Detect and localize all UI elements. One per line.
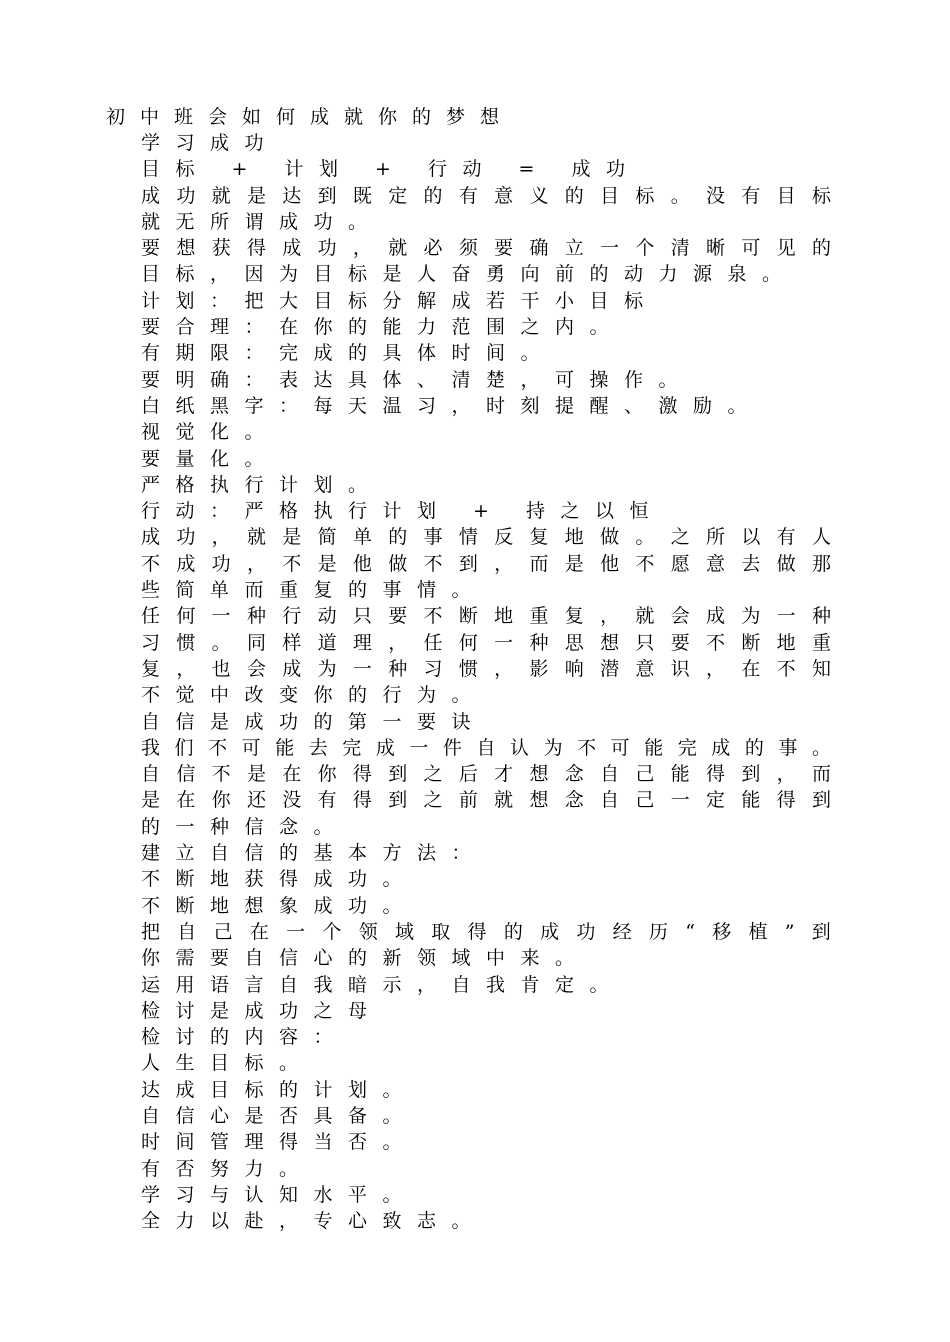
text-line: 要合理：在你的能力范围之内。 (141, 316, 625, 339)
text-line: 运用语言自我暗示，自我肯定。 (141, 973, 625, 996)
text-line: 计划：把大目标分解成若干小目标 (141, 289, 659, 312)
text-line: 严格执行计划。 (141, 473, 383, 496)
text-line: 自信心是否具备。 (141, 1104, 418, 1127)
text-line: 些简单而重复的事情。 (141, 579, 487, 602)
text-line: 成 功 就 是 达 到 既 定 的 有 意 义 的 目 标 。 没 有 目 标 (141, 184, 831, 207)
document-body (141, 130, 841, 1234)
text-line: 的一种信念。 (141, 815, 349, 838)
text-line: 是 在 你 还 没 有 得 到 之 前 就 想 念 自 己 一 定 能 得 到 (141, 789, 831, 812)
text-line: 任 何 一 种 行 动 只 要 不 断 地 重 复 ， 就 会 成 为 一 种 (141, 605, 831, 628)
text-line: 成 功 ， 就 是 简 单 的 事 情 反 复 地 做 。 之 所 以 有 人 (141, 526, 831, 549)
text-line: 检讨的内容： (141, 1026, 349, 1049)
text-line: 不断地获得成功。 (141, 868, 418, 891)
text-line: 时间管理得当否。 (141, 1131, 418, 1154)
text-line: 要明确：表达具体、清楚，可操作。 (141, 368, 694, 391)
text-line: 检讨是成功之母 (141, 999, 383, 1022)
text-line: 自 信 不 是 在 你 得 到 之 后 才 想 念 自 己 能 得 到 ， 而 (141, 763, 831, 786)
text-line: 就无所谓成功。 (141, 210, 383, 233)
text-line: 自信是成功的第一要诀 (141, 710, 487, 733)
text-line: 学习与认知水平。 (141, 1183, 418, 1206)
text-line: 行动：严格执行计划 + 持之以恒 (141, 500, 664, 523)
text-line: 不觉中改变你的行为。 (141, 684, 487, 707)
text-line: 人生目标。 (141, 1052, 314, 1075)
text-line: 要 想 获 得 成 功 ， 就 必 须 要 确 立 一 个 清 晰 可 见 的 (141, 237, 831, 260)
text-line: 你需要自信心的新领域中来。 (141, 947, 590, 970)
text-line: 要量化。 (141, 447, 280, 470)
document-title: 初中班会如何成就你的梦想 (106, 106, 515, 128)
text-line: 习 惯 。 同 样 道 理 ， 任 何 一 种 思 想 只 要 不 断 地 重 (141, 631, 831, 654)
text-line: 有期限：完成的具体时间。 (141, 342, 556, 365)
text-line: 目标 + 计划 + 行动 = 成功 (141, 158, 641, 181)
text-line: 我 们 不 可 能 去 完 成 一 件 自 认 为 不 可 能 完 成 的 事 。 (141, 736, 831, 759)
text-line: 视觉化。 (141, 421, 280, 444)
text-line: 全力以赴，专心致志。 (141, 1210, 487, 1233)
text-line: 不 成 功 ， 不 是 他 做 不 到 ， 而 是 他 不 愿 意 去 做 那 (141, 552, 831, 575)
text-line: 把 自 己 在 一 个 领 域 取 得 的 成 功 经 历 “ 移 植 ” 到 (141, 920, 831, 943)
text-line: 达成目标的计划。 (141, 1078, 418, 1101)
text-line: 白纸黑字：每天温习，时刻提醒、激励。 (141, 394, 763, 417)
text-line: 学习成功 (141, 132, 280, 154)
text-line: 不断地想象成功。 (141, 894, 418, 917)
text-line: 有否努力。 (141, 1157, 314, 1180)
text-line: 复 ， 也 会 成 为 一 种 习 惯 ， 影 响 潜 意 识 ， 在 不 知 (141, 657, 831, 680)
text-line: 建立自信的基本方法： (141, 842, 487, 865)
text-line: 目标，因为目标是人奋勇向前的动力源泉。 (141, 263, 797, 286)
